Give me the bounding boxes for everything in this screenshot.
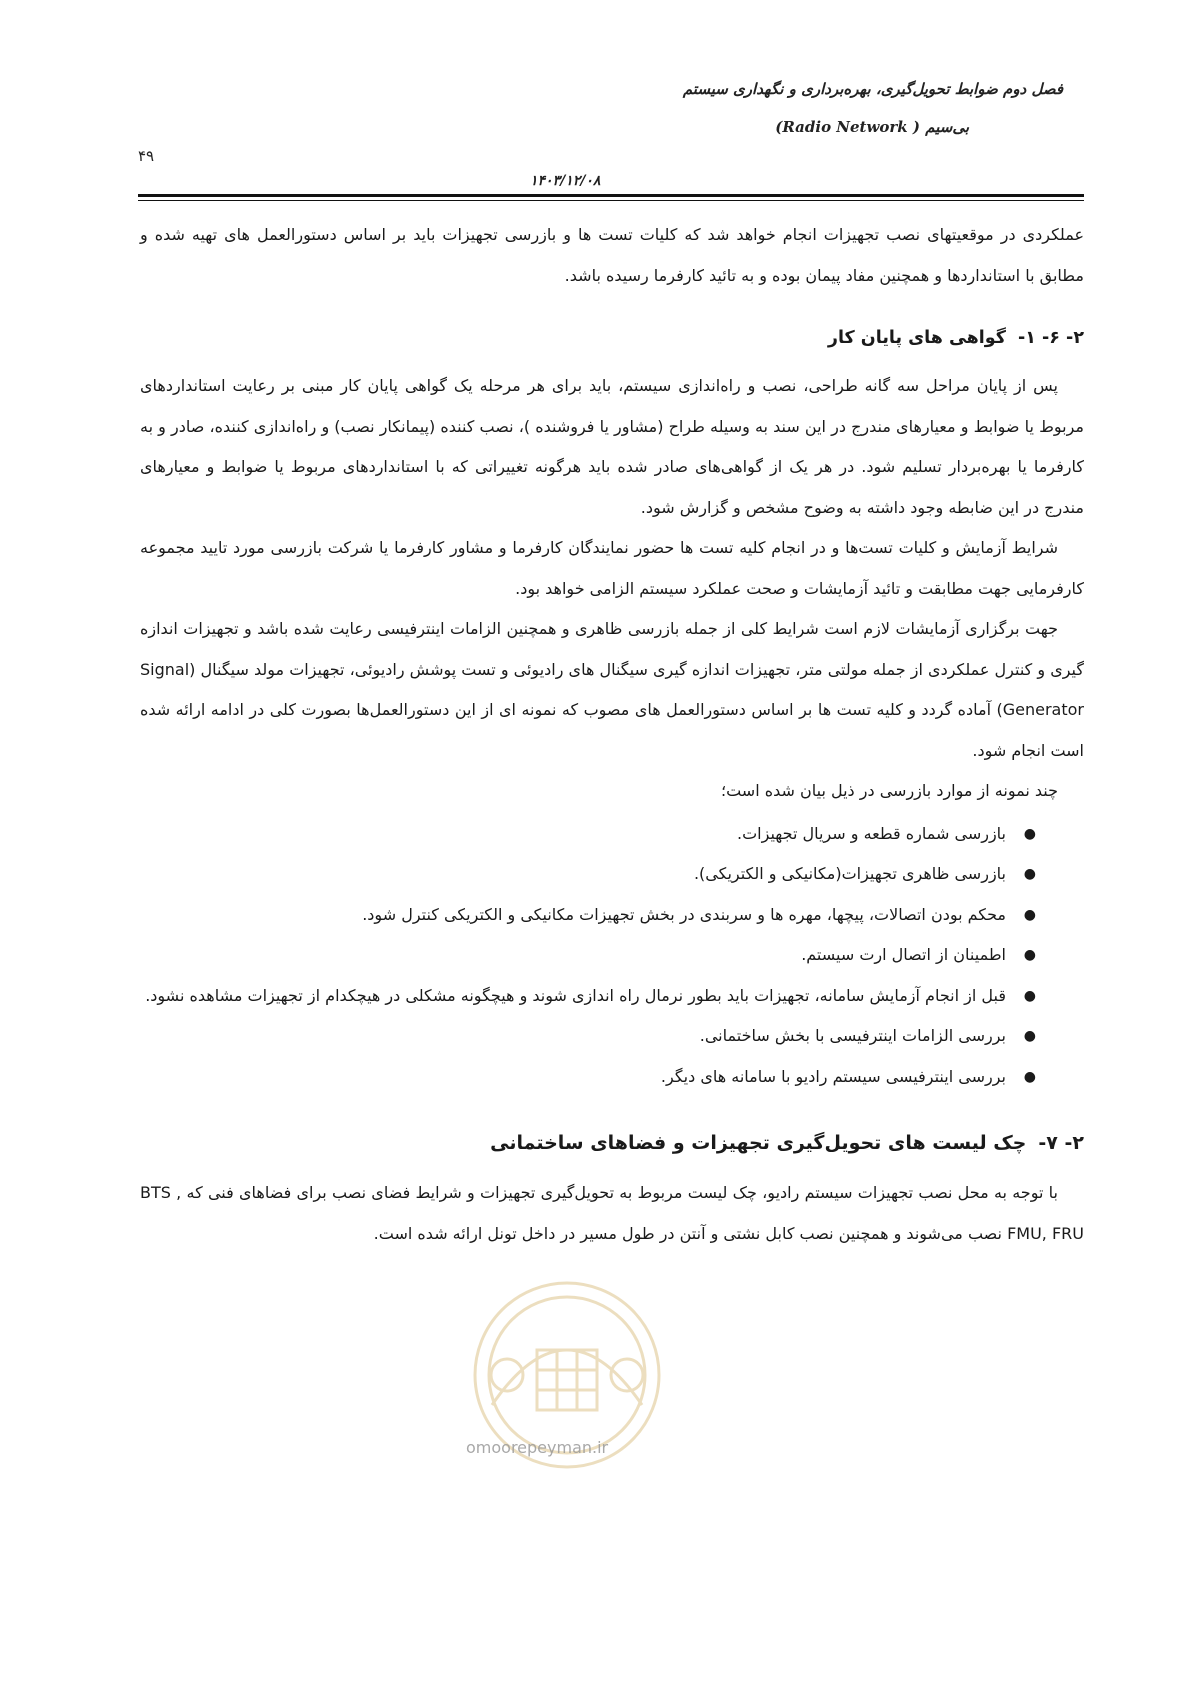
section-number: ۲- ۷- xyxy=(1038,1132,1084,1154)
section-heading-delivery-checklists xyxy=(140,1123,1084,1163)
header-chapter-title: فصل دوم ضوابط تحویل‌گیری، بهره‌برداری و نگهداری سیستم xyxy=(682,80,1063,98)
paragraph-text: با توجه به محل نصب تجهیزات سیستم رادیو، چک لیست مربوط به تحویل‌گیری تجهیزات و شرایط فضای نصب برای فضاهای فنی که xyxy=(181,1183,1058,1202)
list-item-text: بررسی الزامات اینترفیسی با بخش ساختمانی. xyxy=(699,1026,1006,1045)
paragraph-test-conditions: شرایط آزمایش و کلیات تست‌ها و در انجام کلیه تست ها حضور نمایندگان کارفرما و مشاور کارفرما یا شرکت بازرسی مورد تایید مجموعه کارفرمایی جهت مطابقت و تائید آزمایشات و صحت عملکرد سیستم الزامی خواهد بود. xyxy=(140,538,1084,598)
list-item xyxy=(140,1057,1036,1098)
main-content xyxy=(140,215,1084,1254)
section-title: گواهی های پایان کار xyxy=(827,328,1006,348)
list-intro: چند نمونه از موارد بازرسی در ذیل بیان شده است؛ xyxy=(720,781,1058,800)
list-item-text: اطمینان از اتصال ارت سیستم. xyxy=(801,945,1006,964)
bullet-icon: ● xyxy=(1023,906,1036,923)
bullet-icon: ● xyxy=(1023,987,1036,1004)
list-item xyxy=(140,976,1036,1017)
paragraph-text: جهت برگزاری آزمایشات لازم است شرایط کلی از جمله بازرسی ظاهری و همچنین الزامات اینترفیسی رعایت شده باشد و تجهیزات اندازه گیری و کنترل عملکردی از جمله مولتی متر، تجهیزات اندازه گیری سیگنال های رادیوئی و تست پوشش رادیوئی، تجهیزات مولد سیگنال ( xyxy=(140,619,1084,679)
bullet-icon: ● xyxy=(1023,947,1036,963)
list-item-text: بررسی اینترفیسی سیستم رادیو با سامانه های دیگر. xyxy=(660,1066,1006,1086)
bullet-icon: ● xyxy=(1023,866,1036,882)
bullet-icon: ● xyxy=(1023,1028,1036,1044)
watermark-website: omoorepeyman.ir xyxy=(466,1438,609,1457)
list-item xyxy=(140,814,1036,855)
list-item-text: بازرسی ظاهری تجهیزات(مکانیکی و الکتریکی). xyxy=(693,864,1006,883)
bullet-icon: ● xyxy=(1023,825,1036,842)
list-item xyxy=(140,854,1036,895)
paragraph-text: نصب می‌شوند و همچنین نصب کابل نشتی و آنتن در طول مسیر در داخل تونل ارائه شده است. xyxy=(373,1223,1008,1243)
list-item-text: قبل از انجام آزمایش سامانه، تجهیزات باید بطور نرمال راه اندازی شوند و هیچگونه مشکلی در هیچکدام از تجهیزات مشاهده نشود. xyxy=(145,985,1006,1005)
list-item xyxy=(140,895,1036,936)
section-title: چک لیست های تحویل‌گیری تجهیزات و فضاهای ساختمانی xyxy=(490,1132,1027,1154)
paragraph-certificates: پس از پایان مراحل سه گانه طراحی، نصب و راه‌اندازی سیستم، باید برای هر مرحله یک گواهی پایان کار مبنی بر رعایت استانداردهای مربوط یا ضوابط و معیارهای مندرج در این سند به وسیله طراح (مشاور یا فروشنده )، نصب کننده (پیمانکار نصب) و راه‌اندازی کننده، صادر و به کارفرما یا بهره‌بردار تسلیم شود. در هر یک از گواهی‌های صادر شده باید هرگونه تغییراتی که با استانداردهای مربوط یا ضوابط و معیارهای مندرج در این ضابطه وجود داشته به وضوح مشخص و گزارش شود. xyxy=(140,376,1084,517)
list-item xyxy=(140,1016,1036,1057)
inspection-list xyxy=(140,814,1084,1098)
signal-generator-term: Signal Generator xyxy=(140,659,1084,719)
header-chapter-subtitle: بی‌سیم ( Radio Network) xyxy=(775,118,969,136)
header-rule-thick xyxy=(138,194,1084,197)
list-item-text: بازرسی شماره قطعه و سریال تجهیزات. xyxy=(737,823,1006,843)
list-item-text: محکم بودن اتصالات، پیچها، مهره ها و سربندی در بخش تجهیزات مکانیکی و الکتریکی کنترل شود. xyxy=(362,904,1006,924)
bullet-icon: ● xyxy=(1023,1068,1036,1085)
header-rule-thin xyxy=(138,200,1084,201)
section-number: ۲- ۶- ۱- xyxy=(1017,328,1084,348)
paragraph-text: ) آماده گردد و کلیه تست ها بر اساس دستورالعمل های مصوب که نمونه ای از این دستورالعمل‌ها بصورت کلی در ادامه ارائه شده است انجام شود. xyxy=(140,700,1084,760)
page-number: ۴۹ xyxy=(138,147,155,165)
paragraph-checklists xyxy=(140,1173,1084,1254)
paragraph-test-requirements xyxy=(140,609,1084,771)
intro-paragraph: عملکردی در موقعیتهای نصب تجهیزات انجام خواهد شد که کلیات تست ها و بازرسی تجهیزات باید بر اساس دستورالعمل های تهیه شده و مطابق با استانداردها و همچنین مفاد پیمان بوده و به تائید کارفرما رسیده باشد. xyxy=(140,225,1084,285)
list-item xyxy=(140,935,1036,976)
header-date: ۱۴۰۳/۱۲/۰۸ xyxy=(530,173,601,189)
section-heading-completion-certificates xyxy=(140,318,1084,358)
equipment-terms: BTS , FMU, FRU xyxy=(140,1183,1084,1243)
